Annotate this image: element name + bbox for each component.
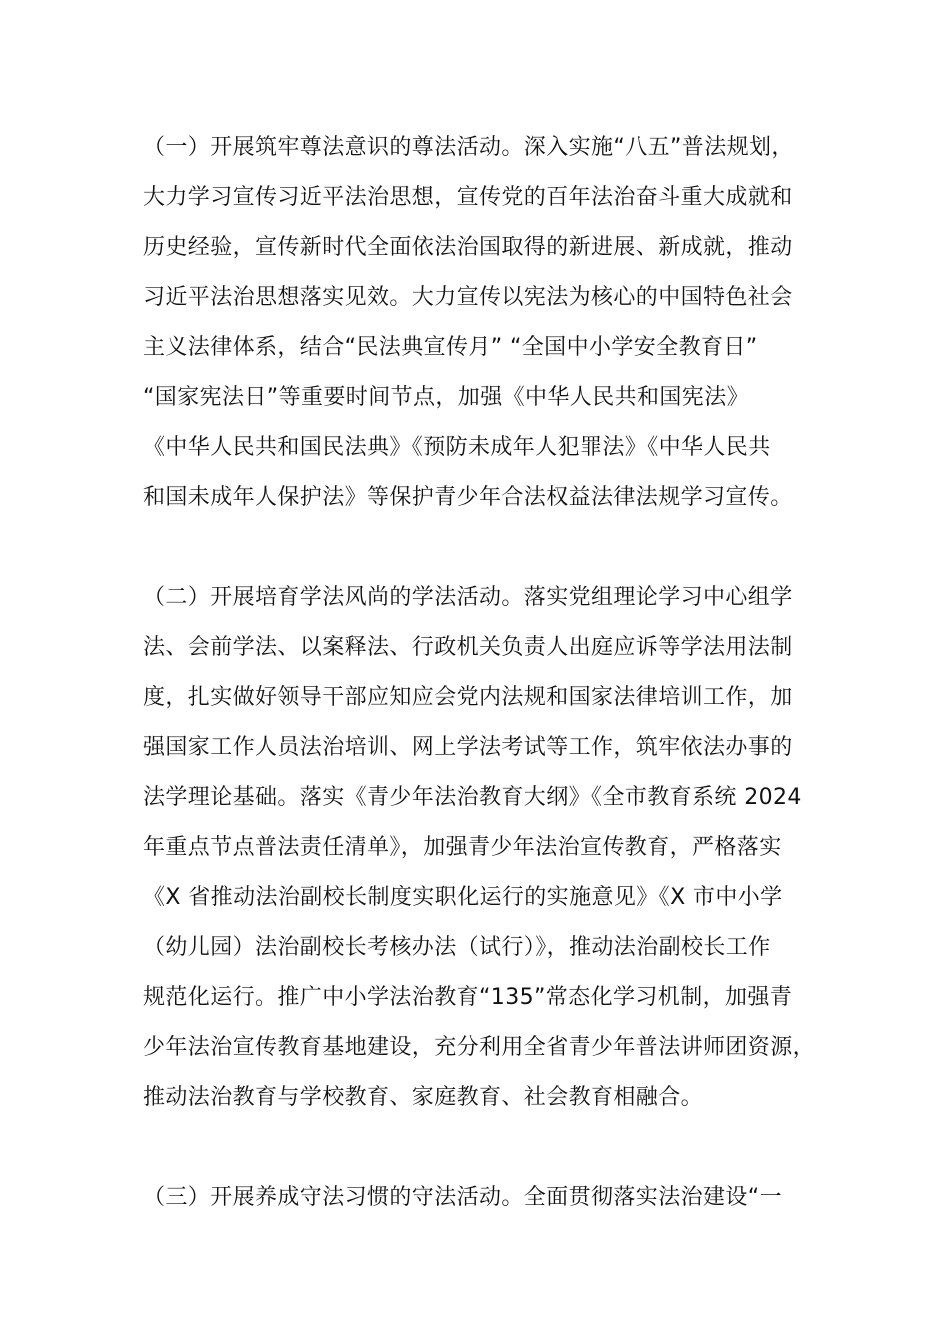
paragraph-2-line-10: 少年法治宣传教育基地建设，充分利用全省青少年普法讲师团资源，	[143, 1035, 816, 1060]
paragraph-2-line-3: 度，扎实做好领导干部应知应会党内法规和国家法律培训工作，加	[143, 685, 793, 710]
paragraph-2-line-2: 法、会前学法、以案释法、行政机关负责人出庭应诉等学法用法制	[143, 635, 793, 660]
paragraph-2-line-9: 规范化运行。推广中小学法治教育“135”常态化学习机制，加强青	[143, 985, 793, 1010]
paragraph-1-line-7: 《中华人民共和国民法典》《预防未成年人犯罪法》《中华人民共	[143, 435, 771, 460]
paragraph-2-line-4: 强国家工作人员法治培训、网上学法考试等工作，筑牢依法办事的	[143, 735, 793, 760]
paragraph-1-line-1: （一）开展筑牢尊法意识的尊法活动。深入实施“八五”普法规划，	[143, 135, 794, 160]
paragraph-1-line-8: 和国未成年人保护法》等保护青少年合法权益法律法规学习宣传。	[143, 485, 793, 510]
paragraph-1-line-2: 大力学习宣传习近平法治思想，宣传党的百年法治奋斗重大成就和	[143, 185, 793, 210]
paragraph-1-line-3: 历史经验，宣传新时代全面依法治国取得的新进展、新成就，推动	[143, 235, 793, 260]
paragraph-2-line-5: 法学理论基础。落实《青少年法治教育大纲》《全市教育系统 2024	[143, 785, 802, 810]
paragraph-1-line-4: 习近平法治思想落实见效。大力宣传以宪法为核心的中国特色社会	[143, 285, 793, 310]
paragraph-2-line-1: （二）开展培育学法风尚的学法活动。落实党组理论学习中心组学	[143, 585, 793, 610]
paragraph-2-line-7: 《X 省推动法治副校长制度实职化运行的实施意见》《X 市中小学	[143, 885, 783, 910]
paragraph-2-line-6: 年重点节点普法责任清单》，加强青少年法治宣传教育，严格落实	[143, 835, 782, 860]
paragraph-1-line-5: 主义法律体系，结合“民法典宣传月” “全国中小学安全教育日”	[143, 335, 758, 360]
paragraph-2-line-8: （幼儿园）法治副校长考核办法（试行）》，推动法治副校长工作	[143, 935, 771, 960]
paragraph-1-line-6: “国家宪法日”等重要时间节点，加强《中华人民共和国宪法》	[143, 385, 749, 410]
paragraph-2-line-11: 推动法治教育与学校教育、家庭教育、社会教育相融合。	[143, 1085, 704, 1110]
paragraph-3-line-1: （三）开展养成守法习惯的守法活动。全面贯彻落实法治建设“一	[143, 1185, 782, 1210]
